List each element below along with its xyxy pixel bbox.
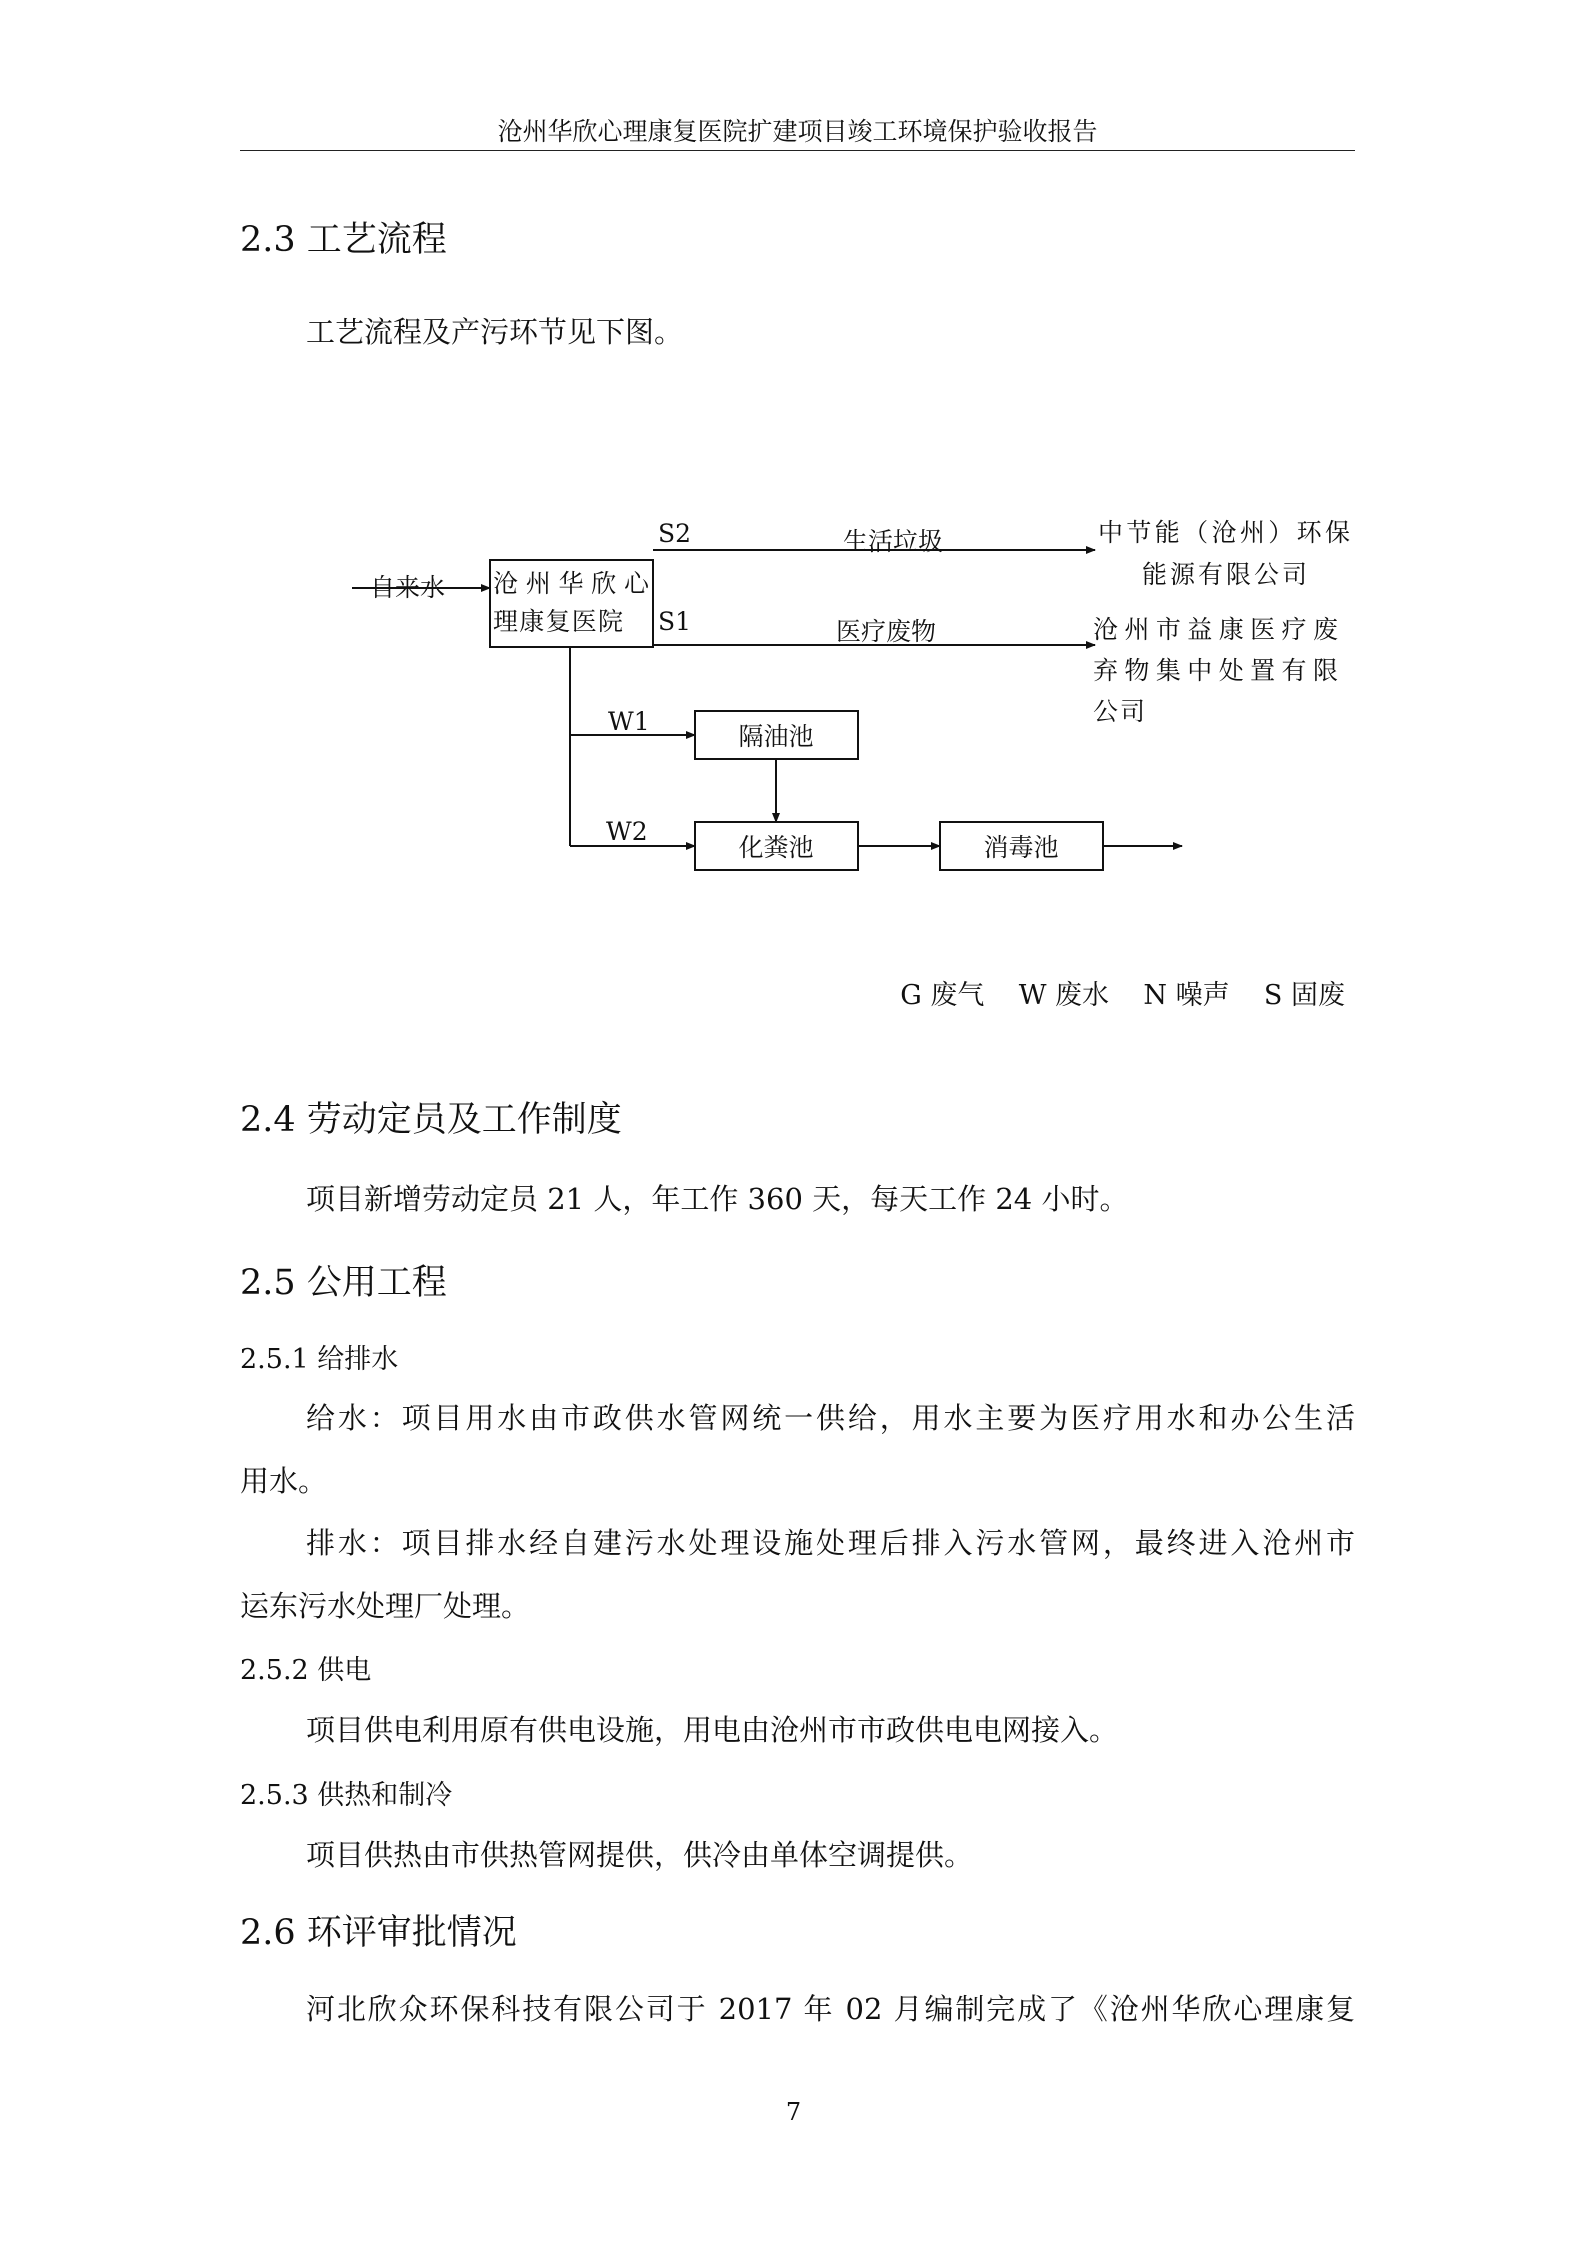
s1-code: S1 bbox=[658, 607, 692, 636]
page-number: 7 bbox=[785, 2098, 802, 2126]
s1-waste-label: 医疗废物 bbox=[836, 617, 937, 646]
section-2-3-intro: 工艺流程及产污环节见下图。 bbox=[306, 315, 684, 349]
s1-destination-line1: 沧州市益康医疗废 bbox=[1093, 615, 1338, 644]
water-supply-line-1: 给水：项目用水由市政供水管网统一供给，用水主要为医疗用水和办公生活 bbox=[306, 1401, 1355, 1435]
process-flow-diagram bbox=[0, 0, 1587, 1050]
hospital-label-line1: 沧州华欣心 bbox=[493, 569, 649, 598]
section-2-3-heading: 2.3 工艺流程 bbox=[240, 220, 447, 260]
page-header-title: 沧州华欣心理康复医院扩建项目竣工环境保护验收报告 bbox=[497, 117, 1098, 146]
drainage-line-2: 运东污水处理厂处理。 bbox=[240, 1589, 531, 1623]
section-2-5-2-heading: 2.5.2 供电 bbox=[240, 1655, 372, 1686]
section-2-5-3-text: 项目供热由市供热管网提供，供冷由单体空调提供。 bbox=[306, 1838, 974, 1872]
section-2-5-heading: 2.5 公用工程 bbox=[240, 1263, 447, 1303]
w1-code: W1 bbox=[608, 707, 650, 736]
section-2-4-text: 项目新增劳动定员 21 人，年工作 360 天，每天工作 24 小时。 bbox=[306, 1182, 1129, 1216]
s2-destination-line2: 能源有限公司 bbox=[1142, 560, 1307, 589]
s2-waste-label: 生活垃圾 bbox=[843, 527, 944, 556]
section-2-5-2-text: 项目供电利用原有供电设施，用电由沧州市市政供电电网接入。 bbox=[306, 1713, 1119, 1747]
input-label: 自来水 bbox=[370, 573, 446, 602]
w2-code: W2 bbox=[606, 817, 648, 846]
section-2-5-3-heading: 2.5.3 供热和制冷 bbox=[240, 1780, 453, 1811]
septic-tank-label: 化粪池 bbox=[738, 833, 814, 862]
s1-destination-line3: 公司 bbox=[1093, 697, 1145, 726]
s2-code: S2 bbox=[658, 519, 692, 548]
drainage-line-1: 排水：项目排水经自建污水处理设施处理后排入污水管网，最终进入沧州市 bbox=[306, 1526, 1355, 1560]
water-supply-line-2: 用水。 bbox=[240, 1464, 328, 1498]
s1-destination-line2: 弃物集中处置有限 bbox=[1093, 656, 1338, 685]
oil-trap-label: 隔油池 bbox=[738, 722, 814, 751]
section-2-4-heading: 2.4 劳动定员及工作制度 bbox=[240, 1100, 622, 1140]
diagram-legend: G 废气 W 废水 N 噪声 S 固废 bbox=[900, 980, 1345, 1011]
section-2-6-heading: 2.6 环评审批情况 bbox=[240, 1913, 517, 1953]
section-2-6-text: 河北欣众环保科技有限公司于 2017 年 02 月编制完成了《沧州华欣心理康复 bbox=[306, 1992, 1355, 2026]
hospital-label-line2: 理康复医院 bbox=[493, 607, 623, 636]
section-2-5-1-heading: 2.5.1 给排水 bbox=[240, 1344, 399, 1375]
disinfection-tank-label: 消毒池 bbox=[983, 833, 1059, 862]
s2-destination-line1: 中节能（沧州）环保 bbox=[1098, 518, 1350, 547]
